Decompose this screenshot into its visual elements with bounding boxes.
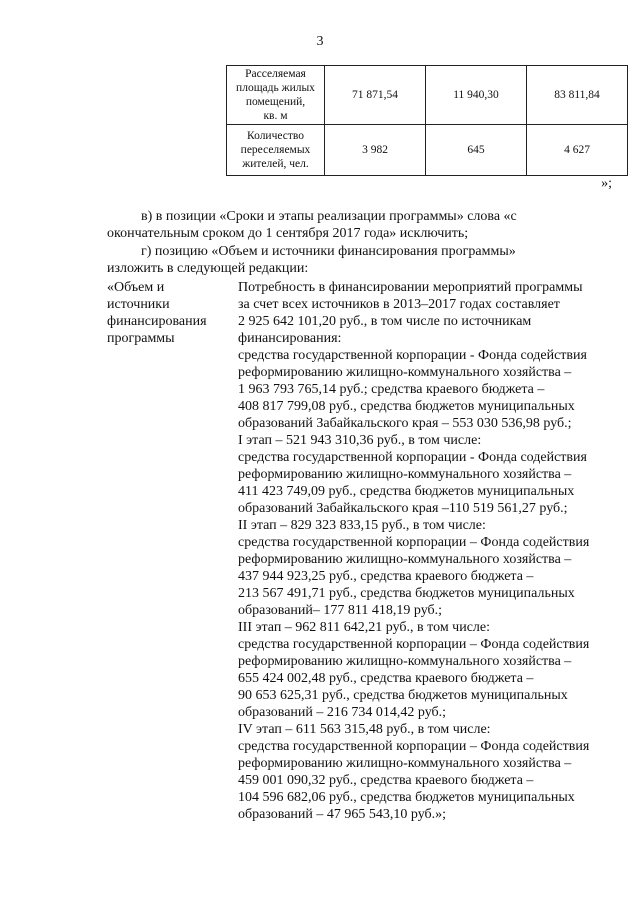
financing-line: III этап – 962 811 642,21 руб., в том числе: (238, 620, 491, 635)
table-cell: 4 627 (527, 125, 628, 176)
paragraph-line: г) позицию «Объем и источники финансирования программы» (141, 244, 516, 259)
financing-line: средства государственной корпорации – Фонда содействия (238, 535, 590, 550)
row-label-line: Расселяемая (245, 68, 306, 80)
table-cell: 71 871,54 (325, 66, 426, 125)
financing-line: реформированию жилищно-коммунального хозяйства – (238, 467, 572, 482)
paragraph-v (107, 208, 607, 242)
row-label (227, 66, 325, 125)
row-label-line: кв. м (263, 110, 288, 122)
financing-line: Потребность в финансировании мероприятий программы (238, 280, 583, 295)
paragraph-line: окончательным сроком до 1 сентября 2017 года» исключить; (107, 226, 469, 241)
financing-line: 655 424 002,48 руб., средства краевого бюджета – (238, 671, 534, 686)
financing-line: образований Забайкальского края –110 519 561,27 руб.; (238, 501, 568, 516)
paragraph-line: изложить в следующей редакции: (107, 261, 309, 276)
financing-line: 459 001 090,32 руб., средства краевого бюджета – (238, 773, 534, 788)
financing-line: финансирования: (238, 331, 342, 346)
paragraph-line: в) в позиции «Сроки и этапы реализации программы» слова «с (141, 209, 517, 224)
table-row (227, 66, 628, 125)
paragraph-g (107, 243, 607, 277)
row-label-line: жителей, чел. (242, 158, 309, 170)
financing-description (238, 279, 608, 823)
financing-line: средства государственной корпорации – Фонда содействия (238, 739, 590, 754)
closing-quote-mark: »; (601, 176, 612, 191)
financing-line: 90 653 625,31 руб., средства бюджетов муниципальных (238, 688, 568, 703)
financing-line: средства государственной корпорации – Фонда содействия (238, 637, 590, 652)
financing-line: 2 925 642 101,20 руб., в том числе по источникам (238, 314, 532, 329)
financing-line: 437 944 923,25 руб., средства краевого бюджета – (238, 569, 534, 584)
financing-line: образований Забайкальского края – 553 030 536,98 руб.; (238, 416, 572, 431)
financing-line: образований – 47 965 543,10 руб.»; (238, 807, 447, 822)
position-title-line: «Объем и (107, 280, 165, 295)
table-cell: 83 811,84 (527, 66, 628, 125)
financing-line: 104 596 682,06 руб., средства бюджетов муниципальных (238, 790, 575, 805)
table-cell: 645 (426, 125, 527, 176)
financing-line: 1 963 793 765,14 руб.; средства краевого бюджета – (238, 382, 545, 397)
financing-line: средства государственной корпорации - Фонда содействия (238, 348, 587, 363)
position-title-line: программы (107, 331, 175, 346)
row-label-line: Количество (247, 130, 304, 142)
row-label-line: площадь жилых (236, 82, 315, 94)
financing-line: средства государственной корпорации - Фонда содействия (238, 450, 587, 465)
financing-line: 408 817 799,08 руб., средства бюджетов муниципальных (238, 399, 575, 414)
financing-line: за счет всех источников в 2013–2017 годах составляет (238, 297, 560, 312)
financing-line: реформированию жилищно-коммунального хозяйства – (238, 654, 572, 669)
page-number: 3 (316, 34, 324, 49)
financing-line: реформированию жилищно-коммунального хозяйства – (238, 365, 572, 380)
table-cell: 11 940,30 (426, 66, 527, 125)
housing-stats-table (226, 65, 628, 176)
table-cell: 3 982 (325, 125, 426, 176)
row-label-line: помещений, (245, 96, 306, 108)
row-label (227, 125, 325, 176)
financing-line: II этап – 829 323 833,15 руб., в том числе: (238, 518, 486, 533)
financing-line: 411 423 749,09 руб., средства бюджетов муниципальных (238, 484, 575, 499)
financing-line: I этап – 521 943 310,36 руб., в том числе: (238, 433, 482, 448)
financing-line: IV этап – 611 563 315,48 руб., в том числе: (238, 722, 491, 737)
position-title-line: финансирования (107, 314, 207, 329)
financing-line: реформированию жилищно-коммунального хозяйства – (238, 756, 572, 771)
row-label-line: переселяемых (240, 144, 311, 156)
financing-line: 213 567 491,71 руб., средства бюджетов муниципальных (238, 586, 575, 601)
position-title (107, 279, 232, 347)
table-row (227, 125, 628, 176)
financing-line: образований– 177 811 418,19 руб.; (238, 603, 443, 618)
position-title-line: источники (107, 297, 170, 312)
financing-line: реформированию жилищно-коммунального хозяйства – (238, 552, 572, 567)
financing-line: образований – 216 734 014,42 руб.; (238, 705, 447, 720)
